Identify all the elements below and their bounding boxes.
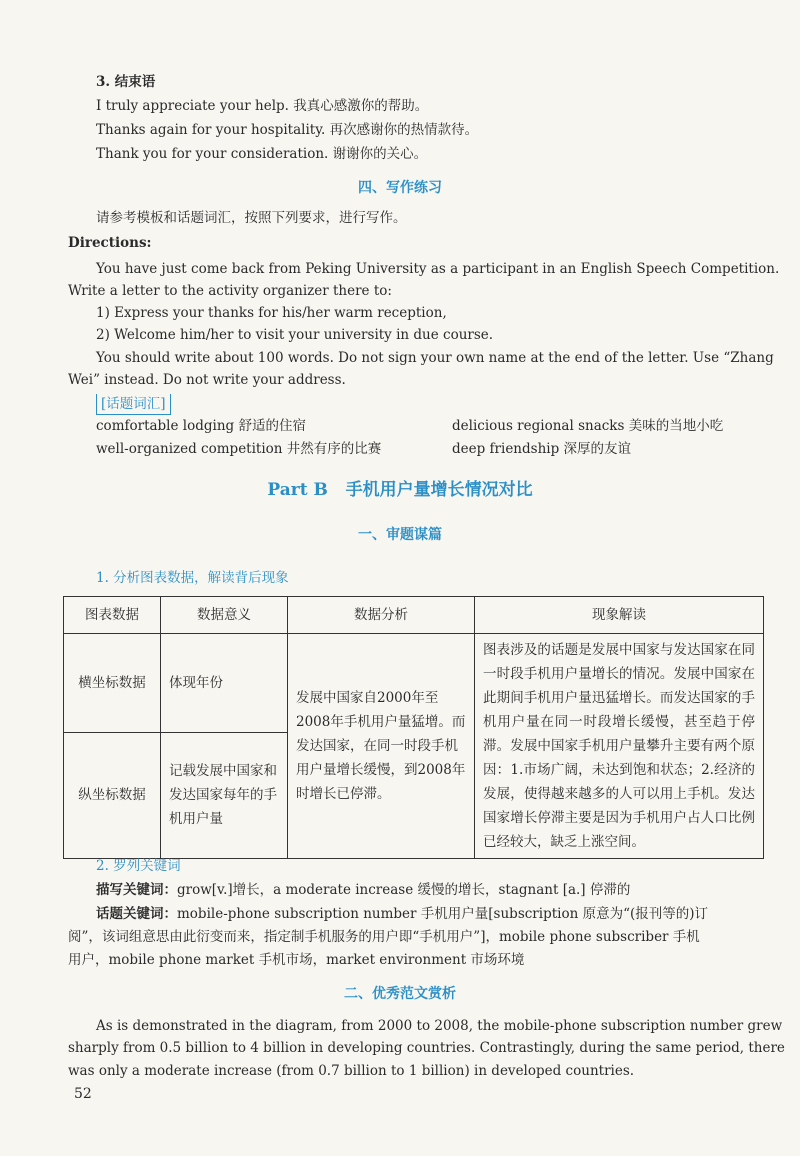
table-header: 数据分析 xyxy=(288,597,475,634)
vocab-item: deep friendship 深厚的友谊 xyxy=(452,441,632,457)
table-header: 数据意义 xyxy=(161,597,288,634)
keyword-line xyxy=(96,880,630,900)
vocab-box: [话题词汇] xyxy=(96,394,171,415)
practice-title: 四、写作练习 xyxy=(358,180,442,196)
directions-line: Wei” instead. Do not write your address. xyxy=(68,372,346,388)
table-cell: 发展中国家自2000年至2008年手机用户量猛增。而发达国家，在同一时段手机用户量增长缓慢，到2008年时增长已停滞。 xyxy=(288,634,475,859)
table-cell: 横坐标数据 xyxy=(64,634,161,733)
closing-heading: 3. 结束语 xyxy=(96,74,156,90)
vocab-label xyxy=(96,394,171,415)
directions-line: 2) Welcome him/her to visit your university in due course. xyxy=(96,327,494,343)
subsection-title: 2. 罗列关键词 xyxy=(96,858,181,874)
table-cell: 记载发展中国家和发达国家每年的手机用户量 xyxy=(161,732,288,858)
keyword-line: 阅”，该词组意思由此衍变而来，指定制手机服务的用户即“手机用户”]，mobile phone subscriber 手机 xyxy=(68,929,700,945)
closing-line: Thank you for your consideration. 谢谢你的关心。 xyxy=(96,146,428,162)
analysis-table xyxy=(63,596,764,859)
table-header: 图表数据 xyxy=(64,597,161,634)
closing-line: Thanks again for your hospitality. 再次感谢你的热情款待。 xyxy=(96,122,479,138)
table-cell: 图表涉及的话题是发展中国家与发达国家在同一时段手机用户量增长的情况。发展中国家在此期间手机用户量迅猛增长。而发达国家的手机用户量在同一时段增长缓慢，甚至趋于停滞。发展中国家手机用户量攀升主要有两个原因：1.市场广阔，未达到饱和状态；2.经济的发展，使得越来越多的人可以用上手机。发达国家增长停滞主要是因为手机用户占人口比例已经较大，缺乏上涨空间。 xyxy=(475,634,764,859)
essay-line: was only a moderate increase (from 0.7 billion to 1 billion) in developed countries. xyxy=(68,1063,635,1079)
vocab-item: delicious regional snacks 美味的当地小吃 xyxy=(452,418,724,434)
table-header: 现象解读 xyxy=(475,597,764,634)
table-cell: 体现年份 xyxy=(161,634,288,733)
keyword-text: grow[v.]增长，a moderate increase 缓慢的增长，stagnant [a.] 停滞的 xyxy=(177,882,631,898)
essay-line: sharply from 0.5 billion to 4 billion in developing countries. Contrastingly, during the same period, there xyxy=(68,1040,785,1056)
keyword-line: 用户，mobile phone market 手机市场，market environment 市场环境 xyxy=(68,952,525,968)
table-row xyxy=(64,634,764,733)
keyword-text: mobile-phone subscription number 手机用户量[subscription 原意为“(报刊等的)订 xyxy=(177,906,709,922)
vocab-item: well-organized competition 井然有序的比赛 xyxy=(96,441,382,457)
closing-line: I truly appreciate your help. 我真心感激你的帮助。 xyxy=(96,98,429,114)
section-title: 二、优秀范文赏析 xyxy=(344,986,456,1002)
directions-label: Directions: xyxy=(68,235,152,251)
part-b-heading xyxy=(0,478,800,502)
essay-line: As is demonstrated in the diagram, from 2000 to 2008, the mobile-phone subscription number grew xyxy=(96,1018,783,1034)
table-cell: 纵坐标数据 xyxy=(64,732,161,858)
directions-line: Write a letter to the activity organizer there to: xyxy=(68,283,392,299)
part-label: Part B xyxy=(267,480,328,500)
keyword-line xyxy=(96,904,708,924)
section-title: 一、审题谋篇 xyxy=(358,527,442,543)
page-number: 52 xyxy=(74,1086,92,1102)
table-header-row xyxy=(64,597,764,634)
subsection-title: 1. 分析图表数据，解读背后现象 xyxy=(96,570,289,586)
keyword-label: 话题关键词： xyxy=(96,906,177,922)
part-title: 手机用户量增长情况对比 xyxy=(345,480,533,500)
directions-line: You have just come back from Peking University as a participant in an English Speech Competition. xyxy=(96,261,780,277)
directions-line: You should write about 100 words. Do not sign your own name at the end of the letter. Use “Zhang xyxy=(96,350,774,366)
vocab-item: comfortable lodging 舒适的住宿 xyxy=(96,418,306,434)
directions-line: 1) Express your thanks for his/her warm reception, xyxy=(96,305,447,321)
keyword-label: 描写关键词： xyxy=(96,882,177,898)
practice-instruction: 请参考模板和话题词汇，按照下列要求，进行写作。 xyxy=(96,210,407,226)
